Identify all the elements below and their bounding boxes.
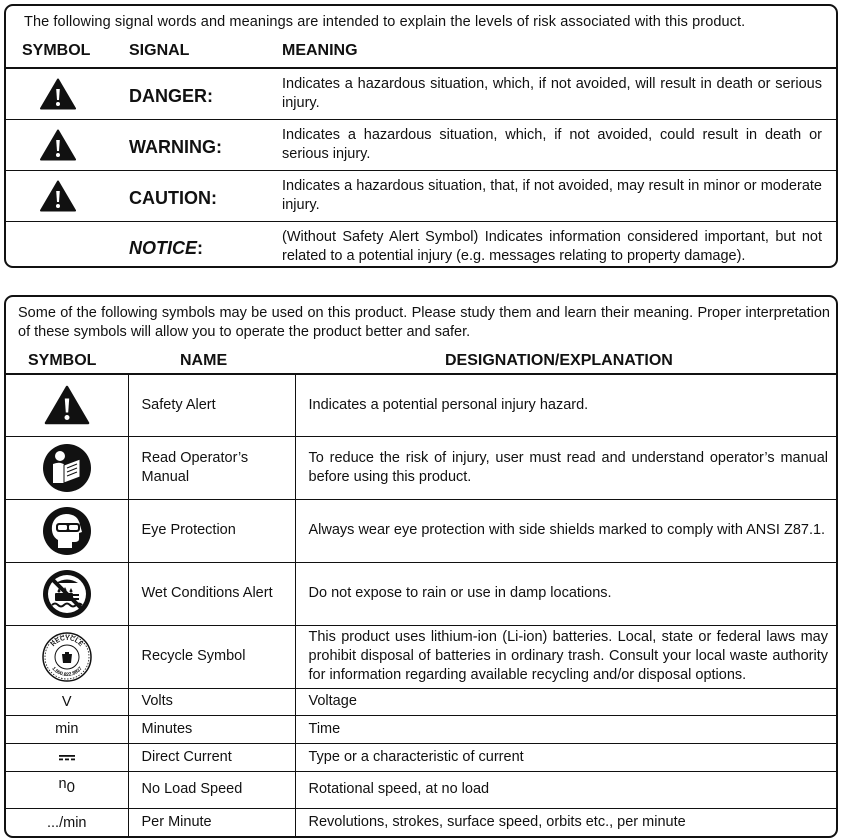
symbol-explanation: Time [295,715,836,743]
symbol-cell: V [6,688,128,715]
symbol-cell [6,625,128,688]
signal-word: WARNING: [129,137,222,157]
table-row [6,743,836,771]
symbol-name: Wet Conditions Alert [128,562,295,625]
signal-row-notice [6,222,836,268]
symbol-name: Eye Protection [128,499,295,562]
table-row [6,374,836,436]
symbol-cell [6,436,128,499]
wet-conditions-icon [42,569,92,619]
symbol-explanation: To reduce the risk of injury, user must read and understand operator’s manual before using this product. [295,436,836,499]
symbol-explanation: Do not expose to rain or use in damp locations. [295,562,836,625]
table-row [6,771,836,808]
signal-meaning: Indicates a hazardous situation, which, if not avoided, will result in death or serious injury. [282,76,822,111]
signal-words-panel [4,4,838,268]
symbol-name: Safety Alert [128,374,295,436]
symbol-explanation: Always wear eye protection with side shields marked to comply with ANSI Z87.1. [295,499,836,562]
seal-text-bottom: 1.800.822.8837 [50,665,84,678]
read-manual-icon [42,443,92,493]
table-row [6,499,836,562]
symbol-explanation: Voltage [295,688,836,715]
symbol-cell [6,771,128,808]
table-row [6,808,836,837]
header-symbol: SYMBOL [28,352,97,369]
symbol-cell: .../min [6,808,128,837]
safety-alert-triangle-icon [40,129,76,161]
symbol-name: No Load Speed [128,771,295,808]
notice-colon: : [197,238,204,258]
symbol-explanation: This product uses lithium-ion (Li-ion) batteries. Local, state or federal laws may prohibit disposal of batteries in ordinary trash. Consult your local waste authority for information regarding available recycling and/or disposal options. [295,625,836,688]
direct-current-icon [58,752,76,762]
symbol-name: Per Minute [128,808,295,837]
symbol-name: Volts [128,688,295,715]
header-symbol: SYMBOL [22,42,91,59]
signal-row-warning [6,120,836,170]
safety-alert-triangle-icon [40,180,76,212]
symbol-name: Recycle Symbol [128,625,295,688]
symbol-cell [6,743,128,771]
header-meaning: MEANING [282,42,358,59]
signal-row-danger [6,69,836,119]
table-row [6,562,836,625]
symbol-explanation: Type or a characteristic of current [295,743,836,771]
symbol-cell [6,374,128,436]
symbols-table [6,373,836,837]
seal-text-top: RECYCLE [49,634,84,648]
signal-word [129,238,203,259]
header-signal: SIGNAL [129,42,190,59]
safety-alert-icon [44,385,90,425]
symbol-explanation: Revolutions, strokes, surface speed, orbits etc., per minute [295,808,836,837]
symbol-name: Minutes [128,715,295,743]
table-row [6,625,836,688]
signal-meaning: (Without Safety Alert Symbol) Indicates information considered important, but not related to a potential injury (e.g. messages relating to property damage). [282,229,822,264]
symbol-name: Read Operator’s Manual [128,436,295,499]
symbols-intro: Some of the following symbols may be used on this product. Please study them and learn their meaning. Proper interpretation of these symbols will allow you to operate the product better and safer. [18,305,830,340]
signal-words-intro: The following signal words and meanings are intended to explain the levels of risk associated with this product. [24,14,746,30]
symbol-n: n [58,776,67,792]
signal-row-caution [6,171,836,221]
table-row [6,715,836,743]
signal-meaning: Indicates a hazardous situation, which, if not avoided, could result in death or serious injury. [282,127,822,162]
header-explanation: DESIGNATION/EXPLANATION [445,352,673,369]
symbol-cell [6,499,128,562]
symbol-name: Direct Current [128,743,295,771]
symbols-panel [4,295,838,838]
symbol-explanation: Rotational speed, at no load [295,771,836,808]
signal-word: CAUTION: [129,188,217,208]
safety-alert-triangle-icon [40,78,76,110]
notice-word: NOTICE [129,238,198,258]
table-row [6,688,836,715]
symbol-subscript: 0 [66,779,75,796]
eye-protection-icon [42,506,92,556]
table-row [6,436,836,499]
recycle-seal-icon [42,632,92,682]
signal-word: DANGER: [129,86,213,106]
signal-meaning: Indicates a hazardous situation, that, if not avoided, may result in minor or moderate injury. [282,178,822,213]
header-name: NAME [180,352,228,369]
symbol-explanation: Indicates a potential personal injury hazard. [295,374,836,436]
symbol-cell [6,562,128,625]
symbol-cell: min [6,715,128,743]
